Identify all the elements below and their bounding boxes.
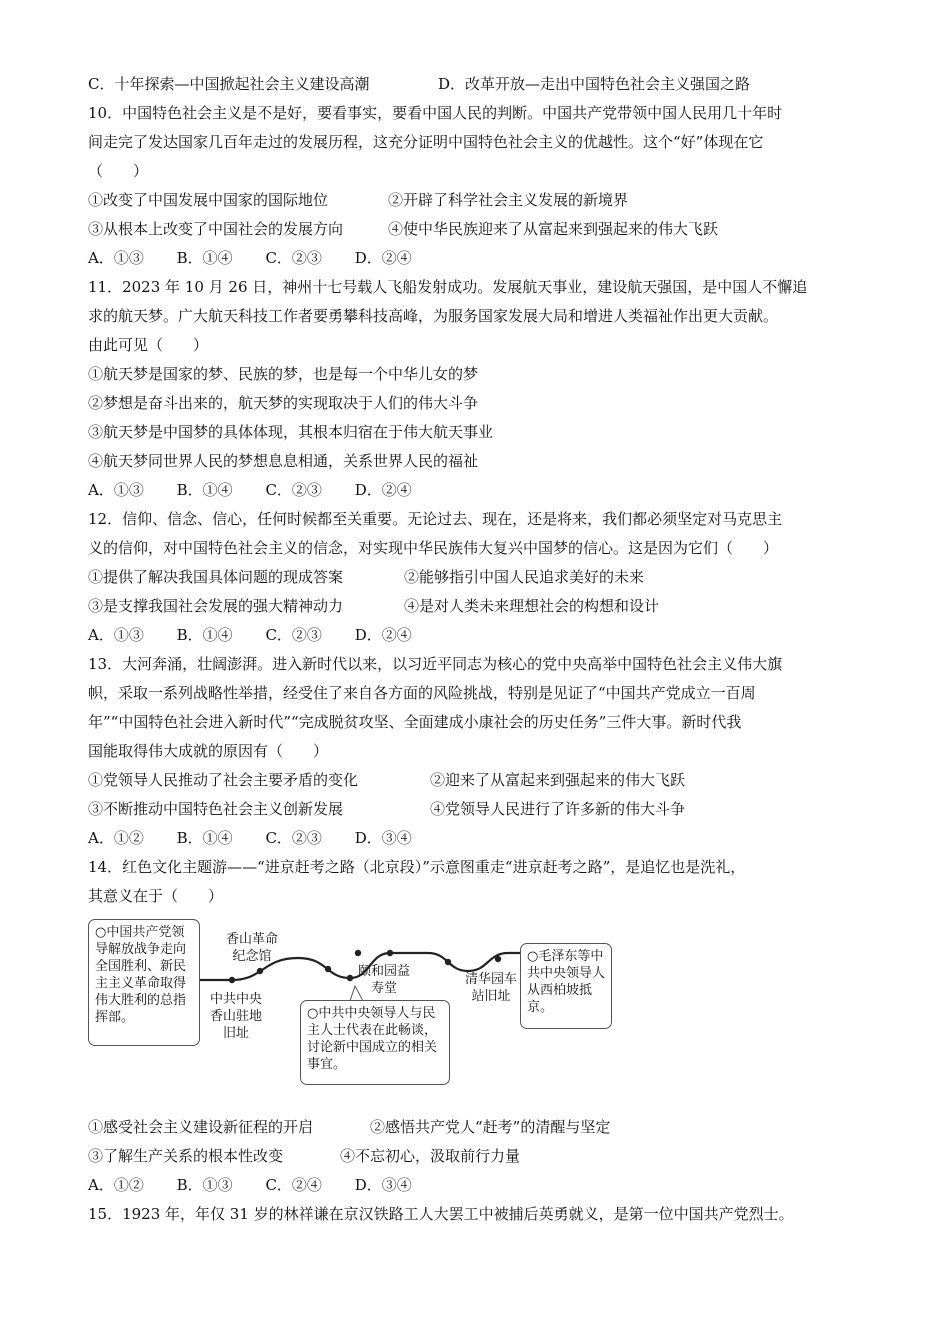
- q10-option-2: ②开辟了科学社会主义发展的新境界: [388, 191, 629, 209]
- q14-options-34: [88, 1142, 878, 1171]
- q11-stem-2: 求的航天梦。广大航天科技工作者要勇攀科技高峰，为服务国家发展大局和增进人类福祉作出更大贡献。: [88, 307, 779, 325]
- route-diagram: [88, 913, 878, 1113]
- q14-answer-b[interactable]: B．①③: [176, 1176, 233, 1194]
- q12-answer-b[interactable]: B．①④: [176, 626, 233, 644]
- q10-stem-3: （ ）: [88, 162, 149, 180]
- q14-option-1: ①感受社会主义建设新征程的开启: [88, 1118, 314, 1136]
- q9-option-d[interactable]: D．改革开放—走出中国特色社会主义强国之路: [438, 75, 751, 93]
- label-xiangshan-site: 中共中央香山驻地旧址: [209, 992, 262, 1041]
- q10-option-1: ①改变了中国发展中国家的国际地位: [88, 191, 329, 209]
- q10-options-34: [88, 215, 878, 244]
- q11-answer-d[interactable]: D．②④: [354, 481, 412, 499]
- q13-answer-c[interactable]: C．②③: [265, 829, 322, 847]
- q9-option-c[interactable]: C．十年探索—中国掀起社会主义建设高潮: [88, 75, 370, 93]
- q11-option-4: ④航天梦同世界人民的梦想息息相通，关系世界人民的福祉: [88, 452, 479, 470]
- route-dot: [495, 956, 501, 962]
- route-dot: [229, 977, 235, 983]
- q10-option-4: ④使中华民族迎来了从富起来到强起来的伟大飞跃: [388, 220, 719, 238]
- q11-answer-a[interactable]: A．①③: [88, 481, 144, 499]
- q10-answer-a[interactable]: A．①③: [88, 249, 144, 267]
- q13-option-4: ④党领导人民进行了许多新的伟大斗争: [430, 800, 686, 818]
- q9-options-cd: [88, 70, 878, 99]
- q11-option-1: ①航天梦是国家的梦、民族的梦，也是每一个中华儿女的梦: [88, 365, 479, 383]
- q11-answer-c[interactable]: C．②③: [265, 481, 322, 499]
- q12-option-1: ①提供了解决我国具体问题的现成答案: [88, 568, 344, 586]
- q10-answer-c[interactable]: C．②③: [265, 249, 322, 267]
- q10-stem-2: 间走完了发达国家几百年走过的发展历程，这充分证明中国特色社会主义的优越性。这个“好”体现在它: [88, 133, 764, 151]
- q14-options-12: [88, 1113, 878, 1142]
- q12-answer-c[interactable]: C．②③: [265, 626, 322, 644]
- q11-stem-1: 11．2023 年 10 月 26 日，神州十七号载人飞船发射成功。发展航天事业，建设航天强国，是中国人不懈追: [88, 278, 808, 296]
- q10-answers: [88, 244, 878, 273]
- page: [88, 70, 878, 1229]
- q15-stem-1: 15．1923 年，年仅 31 岁的林祥谦在京汉铁路工人大罢工中被捕后英勇就义，是第一位中国共产党烈士。: [88, 1205, 794, 1223]
- route-dot: [445, 959, 451, 965]
- q13-option-1: ①党领导人民推动了社会主要矛盾的变化: [88, 771, 359, 789]
- q12-answers: [88, 621, 878, 650]
- label-xiangshan-memorial: 香山革命纪念馆: [225, 932, 278, 964]
- q14-answer-c[interactable]: C．②④: [265, 1176, 322, 1194]
- q10-answer-b[interactable]: B．①④: [176, 249, 233, 267]
- q10-answer-d[interactable]: D．②④: [354, 249, 412, 267]
- q13-options-12: [88, 766, 878, 795]
- q12-options-12: [88, 563, 878, 592]
- callout-left: ○中国共产党领导解放战争走向全国胜利、新民主主义革命取得伟大胜利的总指挥部。: [88, 919, 200, 1046]
- q13-answers: [88, 824, 878, 853]
- q12-answer-a[interactable]: A．①③: [88, 626, 144, 644]
- q13-option-2: ②迎来了从富起来到强起来的伟大飞跃: [430, 771, 686, 789]
- q14-answers: [88, 1171, 878, 1200]
- q14-stem-2: 其意义在于（ ）: [88, 887, 224, 905]
- q14-stem-1: 14．红色文化主题游——“进京赶考之路（北京段）”示意图重走“进京赶考之路”，是追忆也是洗礼，: [88, 858, 746, 876]
- q13-answer-a[interactable]: A．①②: [88, 829, 144, 847]
- q12-option-2: ②能够指引中国人民追求美好的未来: [404, 568, 645, 586]
- q11-option-2: ②梦想是奋斗出来的，航天梦的实现取决于人们的伟大斗争: [88, 394, 479, 412]
- q11-stem-3: 由此可见（ ）: [88, 336, 209, 354]
- q10-options-12: [88, 186, 878, 215]
- q13-options-34: [88, 795, 878, 824]
- q12-stem-2: 义的信仰，对中国特色社会主义的信念，对实现中华民族伟大复兴中国梦的信心。这是因为它们（ ）: [88, 539, 779, 557]
- q14-option-3: ③了解生产关系的根本性改变: [88, 1147, 284, 1165]
- q12-option-3: ③是支撑我国社会发展的强大精神动力: [88, 597, 344, 615]
- q14-answer-a[interactable]: A．①②: [88, 1176, 144, 1194]
- q11-answers: [88, 476, 878, 505]
- q10-option-3: ③从根本上改变了中国社会的发展方向: [88, 220, 344, 238]
- q11-option-3: ③航天梦是中国梦的具体体现，其根本归宿在于伟大航天事业: [88, 423, 494, 441]
- q12-answer-d[interactable]: D．②④: [354, 626, 412, 644]
- q12-option-4: ④是对人类未来理想社会的构想和设计: [404, 597, 660, 615]
- label-yiheyuan: 颐和园益寿堂: [357, 964, 410, 996]
- q13-stem-3: 年”“中国特色社会进入新时代”“完成脱贫攻坚、全面建成小康社会的历史任务”三件大事。新时代我: [88, 713, 742, 731]
- q14-option-4: ④不忘初心，汲取前行力量: [340, 1147, 521, 1165]
- route-dot: [325, 966, 331, 972]
- callout-right: ○毛泽东等中共中央领导人从西柏坡抵京。: [520, 943, 612, 1029]
- q14-option-2: ②感悟共产党人“赶考”的清醒与坚定: [370, 1118, 611, 1136]
- route-dot: [355, 950, 361, 956]
- q13-stem-2: 帜，采取一系列战略性举措，经受住了来自各方面的风险挑战，特别是见证了“中国共产党成立一百周: [88, 684, 756, 702]
- q13-stem-1: 13．大河奔涌，壮阔澎湃。进入新时代以来，以习近平同志为核心的党中央高举中国特色社会主义伟大旗: [88, 655, 783, 673]
- q13-answer-d[interactable]: D．③④: [354, 829, 412, 847]
- q13-stem-4: 国能取得伟大成就的原因有（ ）: [88, 742, 329, 760]
- q13-option-3: ③不断推动中国特色社会主义创新发展: [88, 800, 344, 818]
- q14-answer-d[interactable]: D．③④: [354, 1176, 412, 1194]
- route-dot: [257, 968, 263, 974]
- route-dot: [387, 950, 393, 956]
- q10-stem-1: 10．中国特色社会主义是不是好，要看事实，要看中国人民的判断。中国共产党带领中国人民用几十年时: [88, 104, 783, 122]
- q12-stem-1: 12．信仰、信念、信心，任何时候都至关重要。无论过去、现在，还是将来，我们都必须坚定对马克思主: [88, 510, 783, 528]
- q11-answer-b[interactable]: B．①④: [176, 481, 233, 499]
- callout-middle: ○中共中央领导人与民主人士代表在此畅谈，讨论新中国成立的相关事宜。: [300, 1000, 450, 1085]
- q13-answer-b[interactable]: B．①④: [176, 829, 233, 847]
- label-qinghua: 清华园车站旧址: [464, 972, 517, 1004]
- q12-options-34: [88, 592, 878, 621]
